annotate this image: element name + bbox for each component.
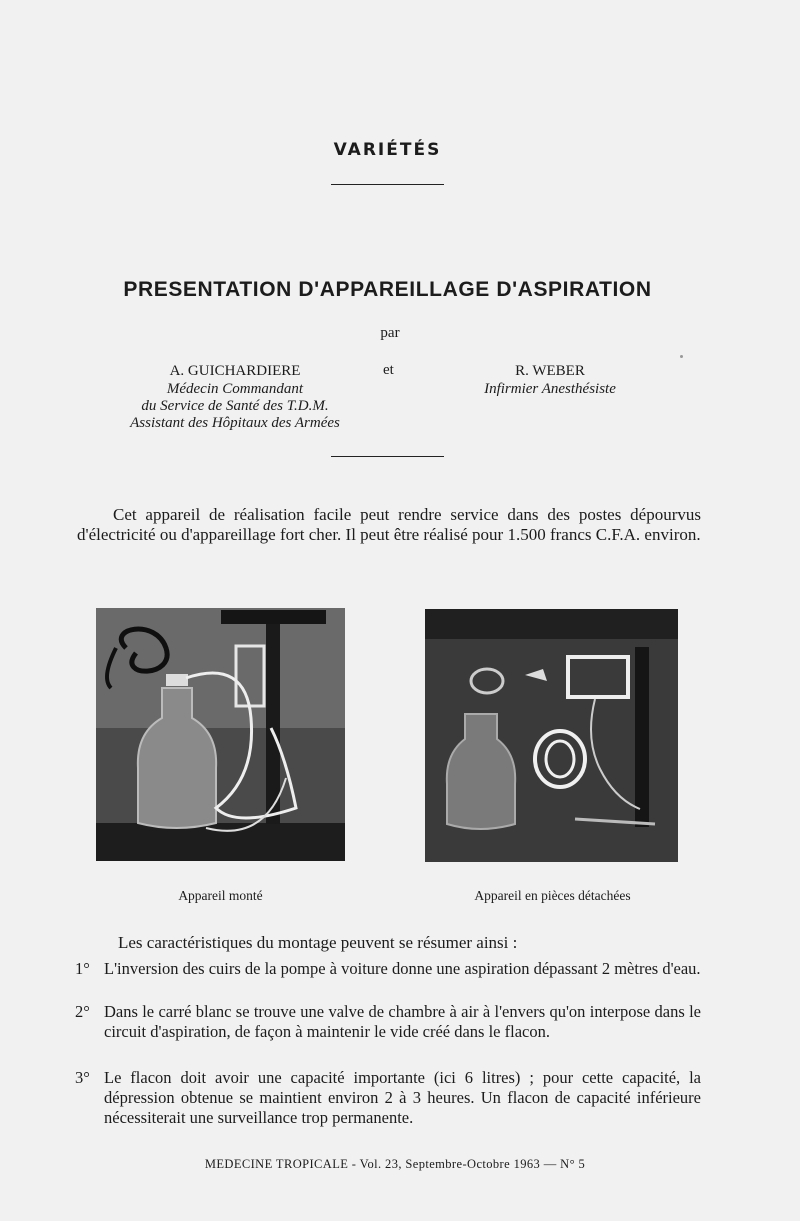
author-2-name: R. WEBER xyxy=(515,363,585,379)
list-item xyxy=(75,959,701,979)
article-title: PRESENTATION D'APPAREILLAGE D'ASPIRATION xyxy=(123,278,652,301)
list-item-number: 1° xyxy=(75,959,90,978)
list-item-text: Le flacon doit avoir une capacité importante (ici 6 litres) ; pour cette capacité, la dépression obtenue se maintient environ 2 à 3 heures. Un flacon de capacité inférieure nécessiterait une surveillance trop permanente. xyxy=(104,1068,701,1127)
list-item xyxy=(75,1068,701,1128)
figure-assembled-caption: Appareil monté xyxy=(178,888,263,903)
author-2-role-1: Infirmier Anesthésiste xyxy=(484,381,616,397)
author-1-name: A. GUICHARDIERE xyxy=(169,363,301,379)
print-speck xyxy=(680,355,683,358)
intro-paragraph: Cet appareil de réalisation facile peut rendre service dans des postes dépourvus d'électricité ou d'appareillage fort cher. Il peut être réalisé pour 1.500 francs C.F.A. environ. xyxy=(77,505,701,544)
author-1-role-1: Médecin Commandant xyxy=(166,381,304,397)
author-2 xyxy=(450,362,650,398)
figure-parts-photo xyxy=(425,609,678,862)
list-lead: Les caractéristiques du montage peuvent se résumer ainsi : xyxy=(118,933,518,952)
byline-par: par xyxy=(380,325,400,341)
figure-parts-illustration xyxy=(425,609,678,862)
author-1 xyxy=(100,362,370,432)
list-item-number: 2° xyxy=(75,1002,90,1021)
journal-footer: MEDECINE TROPICALE - Vol. 23, Septembre-Octobre 1963 — N° 5 xyxy=(204,1157,586,1171)
list-item xyxy=(75,1002,701,1042)
section-title: VARIÉTÉS xyxy=(333,140,442,160)
author-1-role-2: du Service de Santé des T.D.M. xyxy=(141,398,329,414)
figure-assembled-illustration xyxy=(96,608,345,861)
list-item-text: L'inversion des cuirs de la pompe à voiture donne une aspiration dépassant 2 mètres d'eau. xyxy=(104,959,701,978)
list-item-number: 3° xyxy=(75,1068,90,1087)
divider xyxy=(331,184,444,185)
figure-assembled-photo xyxy=(96,608,345,861)
author-1-role-3: Assistant des Hôpitaux des Armées xyxy=(130,415,340,431)
figure-parts-caption: Appareil en pièces détachées xyxy=(474,888,631,903)
author-joiner: et xyxy=(383,362,394,378)
list-item-text: Dans le carré blanc se trouve une valve de chambre à air à l'envers qu'on interpose dans le circuit d'aspiration, de façon à maintenir le vide créé dans le flacon. xyxy=(104,1002,701,1041)
divider xyxy=(331,456,444,457)
